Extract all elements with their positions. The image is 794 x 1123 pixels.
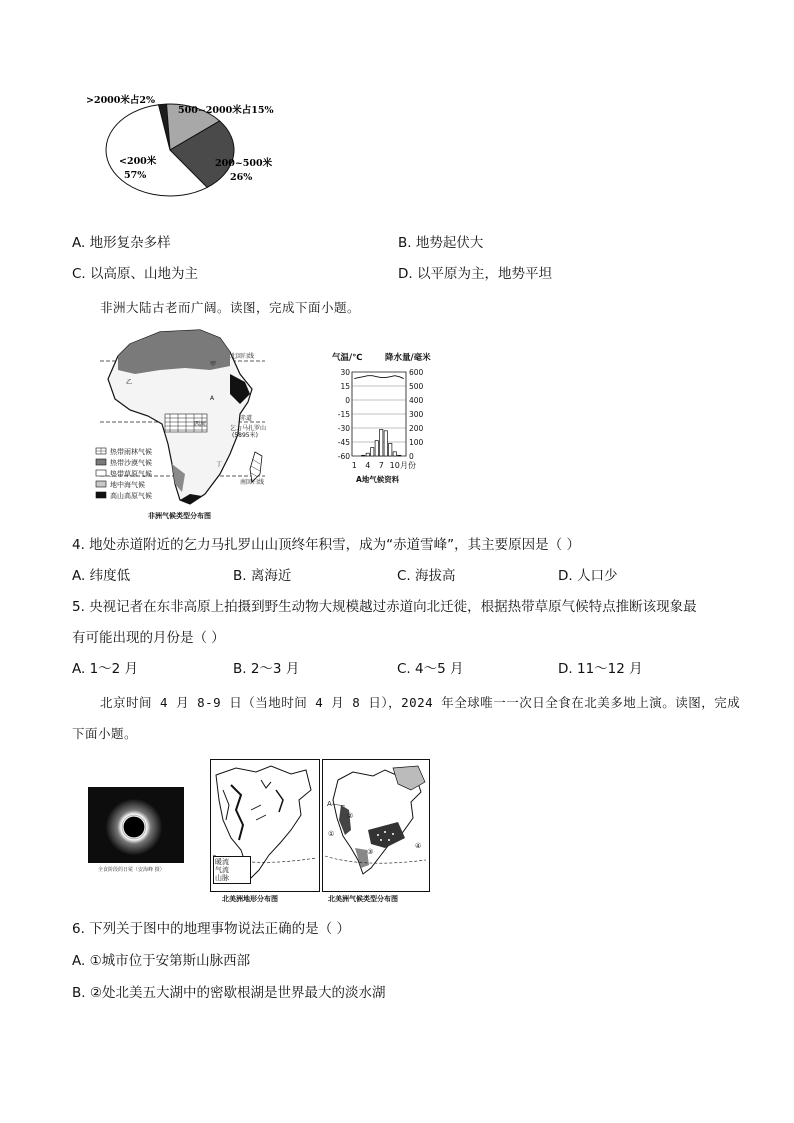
africa-map-caption: 非洲气候类型分布图 xyxy=(148,512,211,520)
climate-precip-bar xyxy=(362,455,365,456)
label-kilimanjaro-height: (5895米) xyxy=(232,432,258,439)
climate-temp-line xyxy=(354,376,404,379)
pie-label-200-500-name: 200~500米 xyxy=(215,158,273,169)
label-a-point: A xyxy=(210,395,215,402)
climate-left-tick: 0 xyxy=(345,396,350,405)
q6-stem: 6. 下列关于图中的地理事物说法正确的是（ ） xyxy=(72,921,350,937)
climate-left-tick: -15 xyxy=(337,410,350,419)
climate-right-tick: 0 xyxy=(409,452,414,461)
legend-item-1: 热带沙漠气候 xyxy=(110,459,152,467)
na-terrain-legend xyxy=(213,856,251,884)
climate-precip-bar xyxy=(366,453,369,456)
label-kilimanjaro: 乞力马扎罗山 xyxy=(230,425,267,432)
prev-option-a[interactable]: A. 地形复杂多样 xyxy=(72,235,171,251)
q5-option-a[interactable]: A. 1～2 月 xyxy=(72,661,139,677)
climate-title-temp: 气温/℃ xyxy=(332,353,363,363)
terrain-legend-warm-current: 暖流 xyxy=(215,858,229,866)
q6-option-b[interactable]: B. ②处北美五大湖中的密歇根湖是世界最大的淡水湖 xyxy=(72,985,386,1001)
climate-precip-bar xyxy=(375,441,378,456)
climate-precip-bar xyxy=(393,452,396,456)
climate-left-tick: 15 xyxy=(340,382,350,391)
terrain-legend-airflow: 气流 xyxy=(215,866,229,874)
q4-option-a[interactable]: A. 纬度低 xyxy=(72,568,131,584)
legend-item-2: 热带草原气候 xyxy=(110,470,152,478)
q5-stem-line1: 5. 央视记者在东非高原上拍摄到野生动物大规模越过赤道向北迁徙，根据热带草原气候特点推断该现象最 xyxy=(72,599,697,615)
climate-precip-bar xyxy=(398,455,401,456)
label-north-tropic: 北回归线 xyxy=(230,353,255,360)
q6-option-a[interactable]: A. ①城市位于安第斯山脉西部 xyxy=(72,953,251,969)
eclipse-photo-caption: 全食阶段的日冕（安海峰 摄） xyxy=(98,867,165,873)
na-terrain-caption: 北美洲地形分布图 xyxy=(222,895,278,903)
climate-left-tick: -30 xyxy=(337,424,350,433)
na-terrain-map xyxy=(210,759,320,892)
climate-chart xyxy=(330,350,450,490)
label-south-tropic: 南回归线 xyxy=(240,479,265,486)
na-climate-label-2: ② xyxy=(347,812,354,820)
q4-option-d[interactable]: D. 人口少 xyxy=(558,568,618,584)
legend-item-0: 热带雨林气候 xyxy=(110,448,152,456)
climate-x-tick: 4 xyxy=(365,461,371,470)
label-jia: 甲 xyxy=(210,361,217,368)
eclipse-intro-line1: 北京时间 4 月 8-9 日（当地时间 4 月 8 日），2024 年全球唯一一次日全食在北美多地上演。读图，完成 xyxy=(100,695,741,710)
label-equator: 赤道 xyxy=(240,415,253,422)
pie-label-gt2000: >2000米占2% xyxy=(86,95,156,106)
pie-label-200-500-pct: 26% xyxy=(230,172,253,183)
climate-x-tick: 10 xyxy=(389,461,400,470)
climate-right-tick: 200 xyxy=(409,424,424,433)
q5-option-d[interactable]: D. 11～12 月 xyxy=(558,661,643,677)
africa-map-svg xyxy=(90,324,280,524)
climate-precip-bar xyxy=(384,431,387,456)
q5-option-b[interactable]: B. 2～3 月 xyxy=(233,661,300,677)
na-climate-label-1: ① xyxy=(328,830,335,838)
africa-intro: 非洲大陆古老而广阔。读图，完成下面小题。 xyxy=(100,300,361,315)
climate-left-tick: 30 xyxy=(340,368,350,377)
climate-right-tick: 400 xyxy=(409,396,424,405)
na-climate-caption: 北美洲气候类型分布图 xyxy=(328,895,398,903)
climate-x-tick: 1 xyxy=(351,461,357,470)
climate-right-tick: 500 xyxy=(409,382,424,391)
climate-x-tick: 7 xyxy=(378,461,384,470)
terrain-legend-mountain: 山脉 xyxy=(215,874,229,882)
climate-caption: A地气候资料 xyxy=(356,475,400,484)
climate-right-tick: 600 xyxy=(409,368,424,377)
label-xi: 西河 xyxy=(194,421,207,428)
climate-precip-bar xyxy=(371,448,374,456)
na-climate-label-a: A xyxy=(327,800,332,808)
label-yi: 乙 xyxy=(126,379,133,386)
na-climate-map xyxy=(322,759,430,892)
climate-precip-bar xyxy=(389,443,392,456)
africa-legend xyxy=(96,447,152,500)
climate-precip-bar xyxy=(380,429,383,456)
climate-title-precip: 降水量/毫米 xyxy=(385,353,431,363)
prev-option-b[interactable]: B. 地势起伏大 xyxy=(398,235,484,251)
q5-option-c[interactable]: C. 4～5 月 xyxy=(397,661,464,677)
pie-label-lt200-name: <200米 xyxy=(119,156,157,167)
terrain-pie-chart xyxy=(82,88,282,208)
climate-x-unit: 月份 xyxy=(400,461,416,470)
prev-option-c[interactable]: C. 以高原、山地为主 xyxy=(72,266,199,282)
q4-option-c[interactable]: C. 海拔高 xyxy=(397,568,456,584)
na-climate-label-3: ③ xyxy=(367,848,374,856)
na-climate-label-4: ④ xyxy=(415,842,422,850)
climate-right-tick: 100 xyxy=(409,438,424,447)
eclipse-moon-disc xyxy=(123,816,145,838)
climate-left-tick: -45 xyxy=(337,438,350,447)
q5-stem-line2: 有可能出现的月份是（ ） xyxy=(72,630,225,646)
pie-svg xyxy=(82,88,282,208)
climate-svg xyxy=(330,350,450,490)
legend-item-3: 地中海气候 xyxy=(110,481,145,489)
africa-climate-map xyxy=(90,324,280,524)
q4-stem: 4. 地处赤道附近的乞力马扎罗山山顶终年积雪，成为“赤道雪峰”，其主要原因是（ ） xyxy=(72,537,580,553)
eclipse-photo xyxy=(88,787,184,863)
legend-item-4: 高山高原气候 xyxy=(110,492,152,500)
pie-label-lt200-pct: 57% xyxy=(124,170,147,181)
eclipse-intro-line2: 下面小题。 xyxy=(72,726,138,741)
prev-option-d[interactable]: D. 以平原为主，地势平坦 xyxy=(398,266,552,282)
climate-right-tick: 300 xyxy=(409,410,424,419)
pie-label-500-2000: 500~2000米占15% xyxy=(178,105,274,116)
label-ding: 丁 xyxy=(216,461,223,468)
climate-left-tick: -60 xyxy=(337,452,350,461)
q4-option-b[interactable]: B. 离海近 xyxy=(233,568,292,584)
